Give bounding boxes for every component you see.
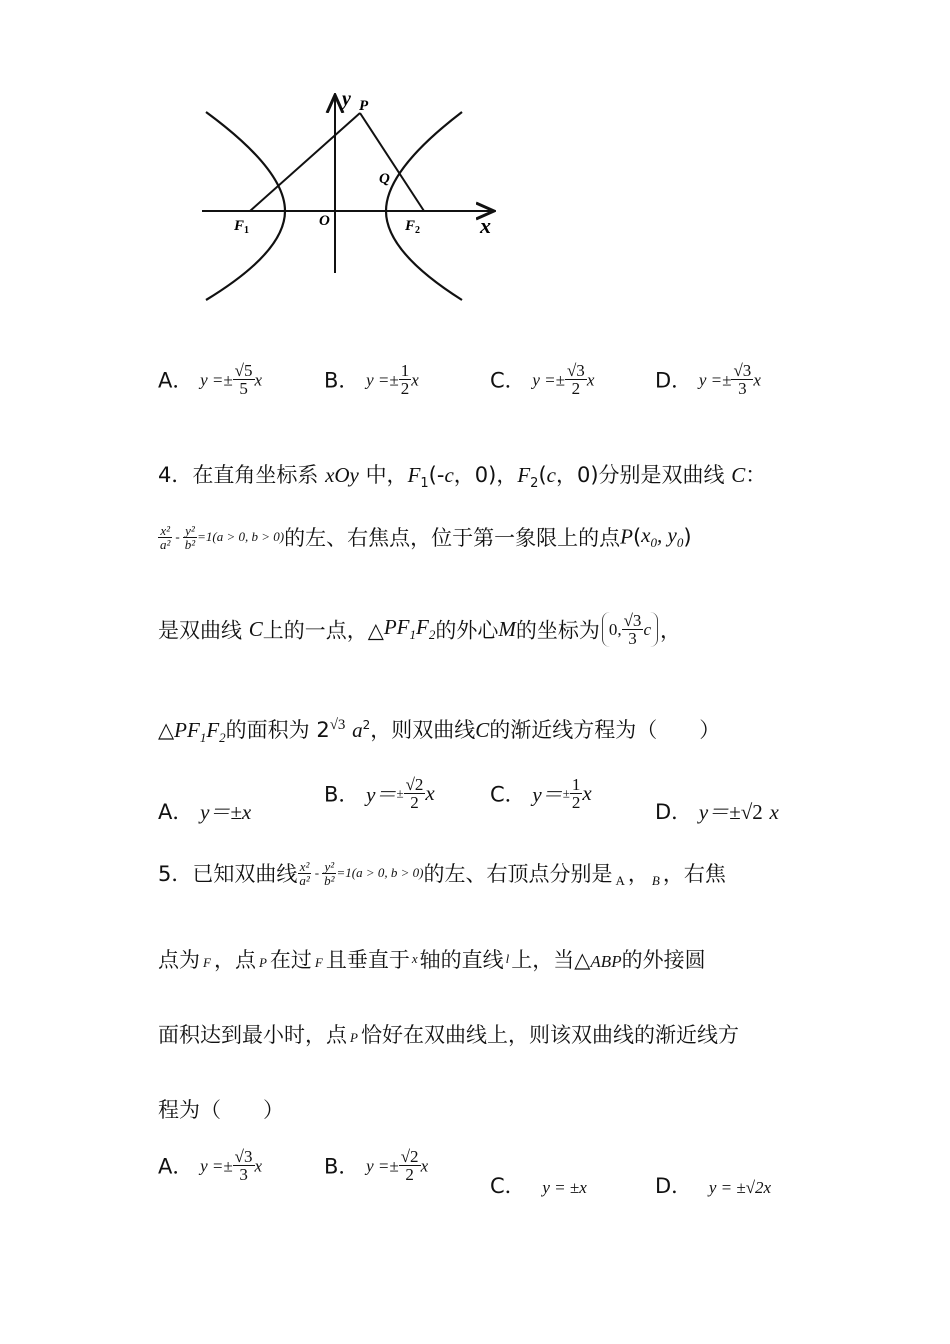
q4-line-3: 是双曲线 C上的一点，$\triangle PF_1F_2$的外心M的坐标为 0, $\frac{√3}{3}$ c ，	[158, 611, 681, 648]
q4-option-d[interactable]: D． y＝±√2 x	[655, 800, 779, 824]
q4-option-c[interactable]: C． y＝± $\frac{1}{2}$ x	[490, 775, 592, 812]
fraction-y2-b2: $\frac{\text{y²}}{\text{b²}}$	[184, 522, 196, 552]
q3-option-b[interactable]: B． y =± $\frac{1}{2}$ x	[324, 361, 419, 398]
q5-line-3: 面积达到最小时，点 P 恰好在双曲线上，则该双曲线的渐近线方	[158, 1023, 739, 1047]
q3-option-c[interactable]: C． y =± $\frac{√3}{2}$ x	[490, 361, 595, 398]
f2-label: $F_2$	[405, 218, 421, 236]
q5-option-a[interactable]: A． y =± $\frac{√3}{3}$ x	[158, 1147, 263, 1184]
fraction: $\frac{√5}{5}$	[234, 361, 253, 398]
fraction: $\frac{√3}{3}$	[733, 361, 752, 398]
q3-option-a[interactable]: A． y =± $\frac{√5}{5}$ x	[158, 361, 263, 398]
q4-line-4: $\triangle PF_1F_2$的面积为 $2^{√3}$ $a^2$，则双曲线C的渐近线方程为（ ）	[158, 717, 721, 746]
circumcenter-coordinate: 0, $\frac{√3}{3}$ c	[602, 612, 658, 647]
origin-label: O	[319, 213, 330, 229]
fraction-x2-a2: $\frac{\text{x²}}{\text{a²}}$	[160, 522, 171, 552]
x-axis-label: x	[480, 213, 491, 238]
hyperbola-figure	[190, 85, 510, 315]
point-p-label: P	[359, 98, 369, 114]
q5-option-c[interactable]: C． y = ±x	[490, 1174, 587, 1198]
fraction-y2-b2: $\frac{\text{y²}}{\text{b²}}$	[324, 858, 335, 888]
fraction-x2-a2: $\frac{\text{x²}}{\text{a²}}$	[299, 858, 310, 888]
fraction: $\frac{1}{2}$	[571, 775, 581, 812]
fraction: $\frac{1}{2}$	[400, 361, 410, 398]
y-axis-label: y	[342, 88, 351, 110]
q5-option-b[interactable]: B． y =± $\frac{√2}{2}$ x	[324, 1147, 429, 1184]
q4-line-1: 4．在直角坐标系 xOy 中，$F_1(-c$，0)，$F_2(c$，0)分别是双曲线 C：	[158, 463, 767, 492]
q5-line-1: 5．已知双曲线 $\frac{\text{x²}}{\text{a²}}$ - $\frac{\text{y²}}{\text{b²}}$ =1(a > 0, b > 0)的左、右顶点分别是 $_A$ ， $_B$ ，右焦	[158, 858, 726, 888]
q4-line-2: $\frac{\text{x²}}{\text{a²}}$ - $\frac{\text{y²}}{\text{b²}}$ =1(a > 0, b > 0)的左、右焦点，位于第一象限上的点$P(x_0$, $y_0$)	[160, 522, 692, 552]
fraction: $\frac{√2}{2}$	[405, 775, 424, 812]
q3-option-d[interactable]: D． y =± $\frac{√3}{3}$ x	[655, 361, 761, 398]
q5-option-d[interactable]: D． y = ±√2x	[655, 1174, 772, 1198]
q4-option-a[interactable]: A． y＝±x	[158, 800, 252, 824]
fraction: $\frac{√2}{2}$	[400, 1147, 419, 1184]
fraction: $\frac{√3}{2}$	[566, 361, 585, 398]
right-branch	[386, 112, 462, 300]
segment-p-f2	[360, 113, 424, 211]
q5-line-4: 程为（ ）	[158, 1098, 284, 1122]
q5-line-2: 点为 F ，点 P 在过 F 且垂直于 x轴的直线 l上，当△ABP的外接圆	[158, 948, 706, 972]
fraction: $\frac{√3}{3}$	[234, 1147, 253, 1184]
q4-option-b[interactable]: B． y＝± $\frac{√2}{2}$ x	[324, 775, 435, 812]
f1-label: $F_1$	[234, 218, 250, 236]
left-branch	[206, 112, 285, 300]
point-q-label: Q	[379, 171, 390, 187]
segment-f1-p	[250, 113, 360, 211]
